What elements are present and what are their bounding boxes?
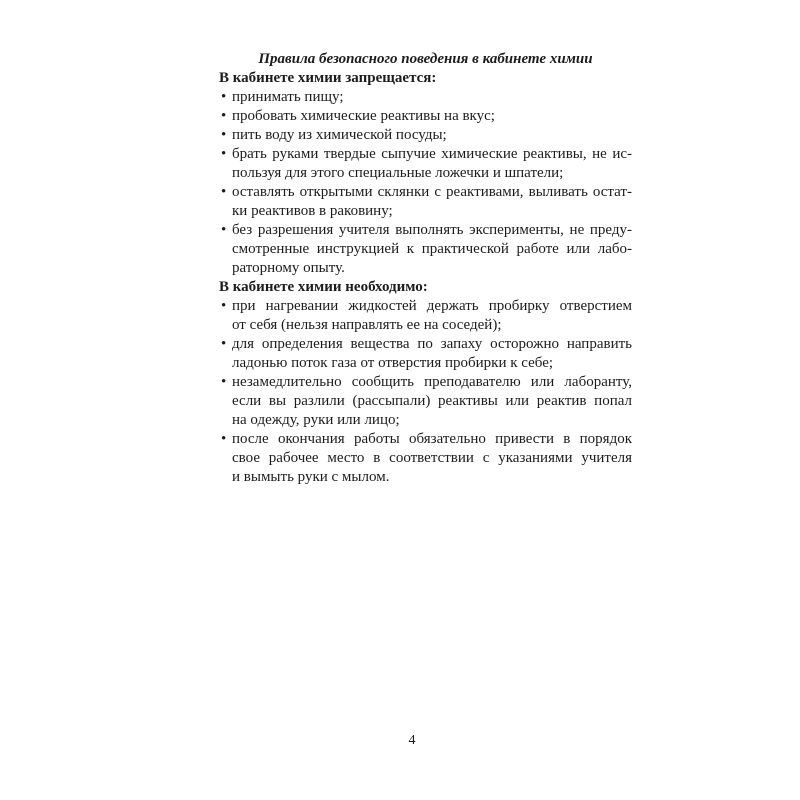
list-item-line: и вымыть руки с мылом. <box>232 469 390 485</box>
list-item-line: пользуя для этого специальные ложечки и шпатели; <box>232 165 564 181</box>
bullet-icon: • <box>221 222 227 238</box>
list-item-line: пить воду из химической посуды; <box>232 127 447 143</box>
bullet-icon: • <box>221 336 227 352</box>
list-item-line: на одежду, руки или лицо; <box>232 412 400 428</box>
bullet-icon: • <box>221 127 227 143</box>
required-list <box>219 297 632 487</box>
list-item-line: свое рабочее место в соответствии с указаниями учителя <box>232 450 632 466</box>
list-item-line: брать руками твердые сыпучие химические реактивы, не ис- <box>232 146 632 162</box>
text-block <box>219 50 632 487</box>
bullet-icon: • <box>221 374 227 390</box>
prohibited-list <box>219 88 632 278</box>
list-item-line: смотренные инструкцией к практической работе или лабо- <box>232 241 632 257</box>
bullet-icon: • <box>221 431 227 447</box>
list-item <box>219 88 632 107</box>
page-number: 4 <box>408 733 416 748</box>
section-heading-required: В кабинете химии необходимо: <box>219 279 428 295</box>
bullet-icon: • <box>221 108 227 124</box>
list-item-line: после окончания работы обязательно привести в порядок <box>232 431 632 447</box>
list-item-line: пробовать химические реактивы на вкус; <box>232 108 495 124</box>
list-item-line: для определения вещества по запаху осторожно направить <box>232 336 632 352</box>
list-item <box>219 297 632 335</box>
list-item-line: раторному опыту. <box>232 260 345 276</box>
bullet-icon: • <box>221 146 227 162</box>
list-item <box>219 145 632 183</box>
list-item-line: если вы разлили (рассыпали) реактивы или реактив попал <box>232 393 632 409</box>
list-item-line: незамедлительно сообщить преподавателю или лаборанту, <box>232 374 632 390</box>
list-item-line: оставлять открытыми склянки с реактивами, выливать остат- <box>232 184 632 200</box>
list-item-line: ладонью поток газа от отверстия пробирки к себе; <box>232 355 554 371</box>
bullet-icon: • <box>221 298 227 314</box>
list-item-line: принимать пищу; <box>232 89 344 105</box>
page-title: Правила безопасного поведения в кабинете химии <box>258 51 593 67</box>
list-item <box>219 183 632 221</box>
list-item <box>219 107 632 126</box>
list-item <box>219 221 632 278</box>
bullet-icon: • <box>221 89 227 105</box>
bullet-icon: • <box>221 184 227 200</box>
list-item-line: без разрешения учителя выполнять эксперименты, не преду- <box>232 222 632 238</box>
list-item-line: при нагревании жидкостей держать пробирку отверстием <box>232 298 632 314</box>
list-item-line: от себя (нельзя направлять ее на соседей); <box>232 317 502 333</box>
list-item <box>219 430 632 487</box>
list-item-line: ки реактивов в раковину; <box>232 203 393 219</box>
list-item <box>219 335 632 373</box>
list-item <box>219 373 632 430</box>
list-item <box>219 126 632 145</box>
section-heading-prohibited: В кабинете химии запрещается: <box>219 70 437 86</box>
